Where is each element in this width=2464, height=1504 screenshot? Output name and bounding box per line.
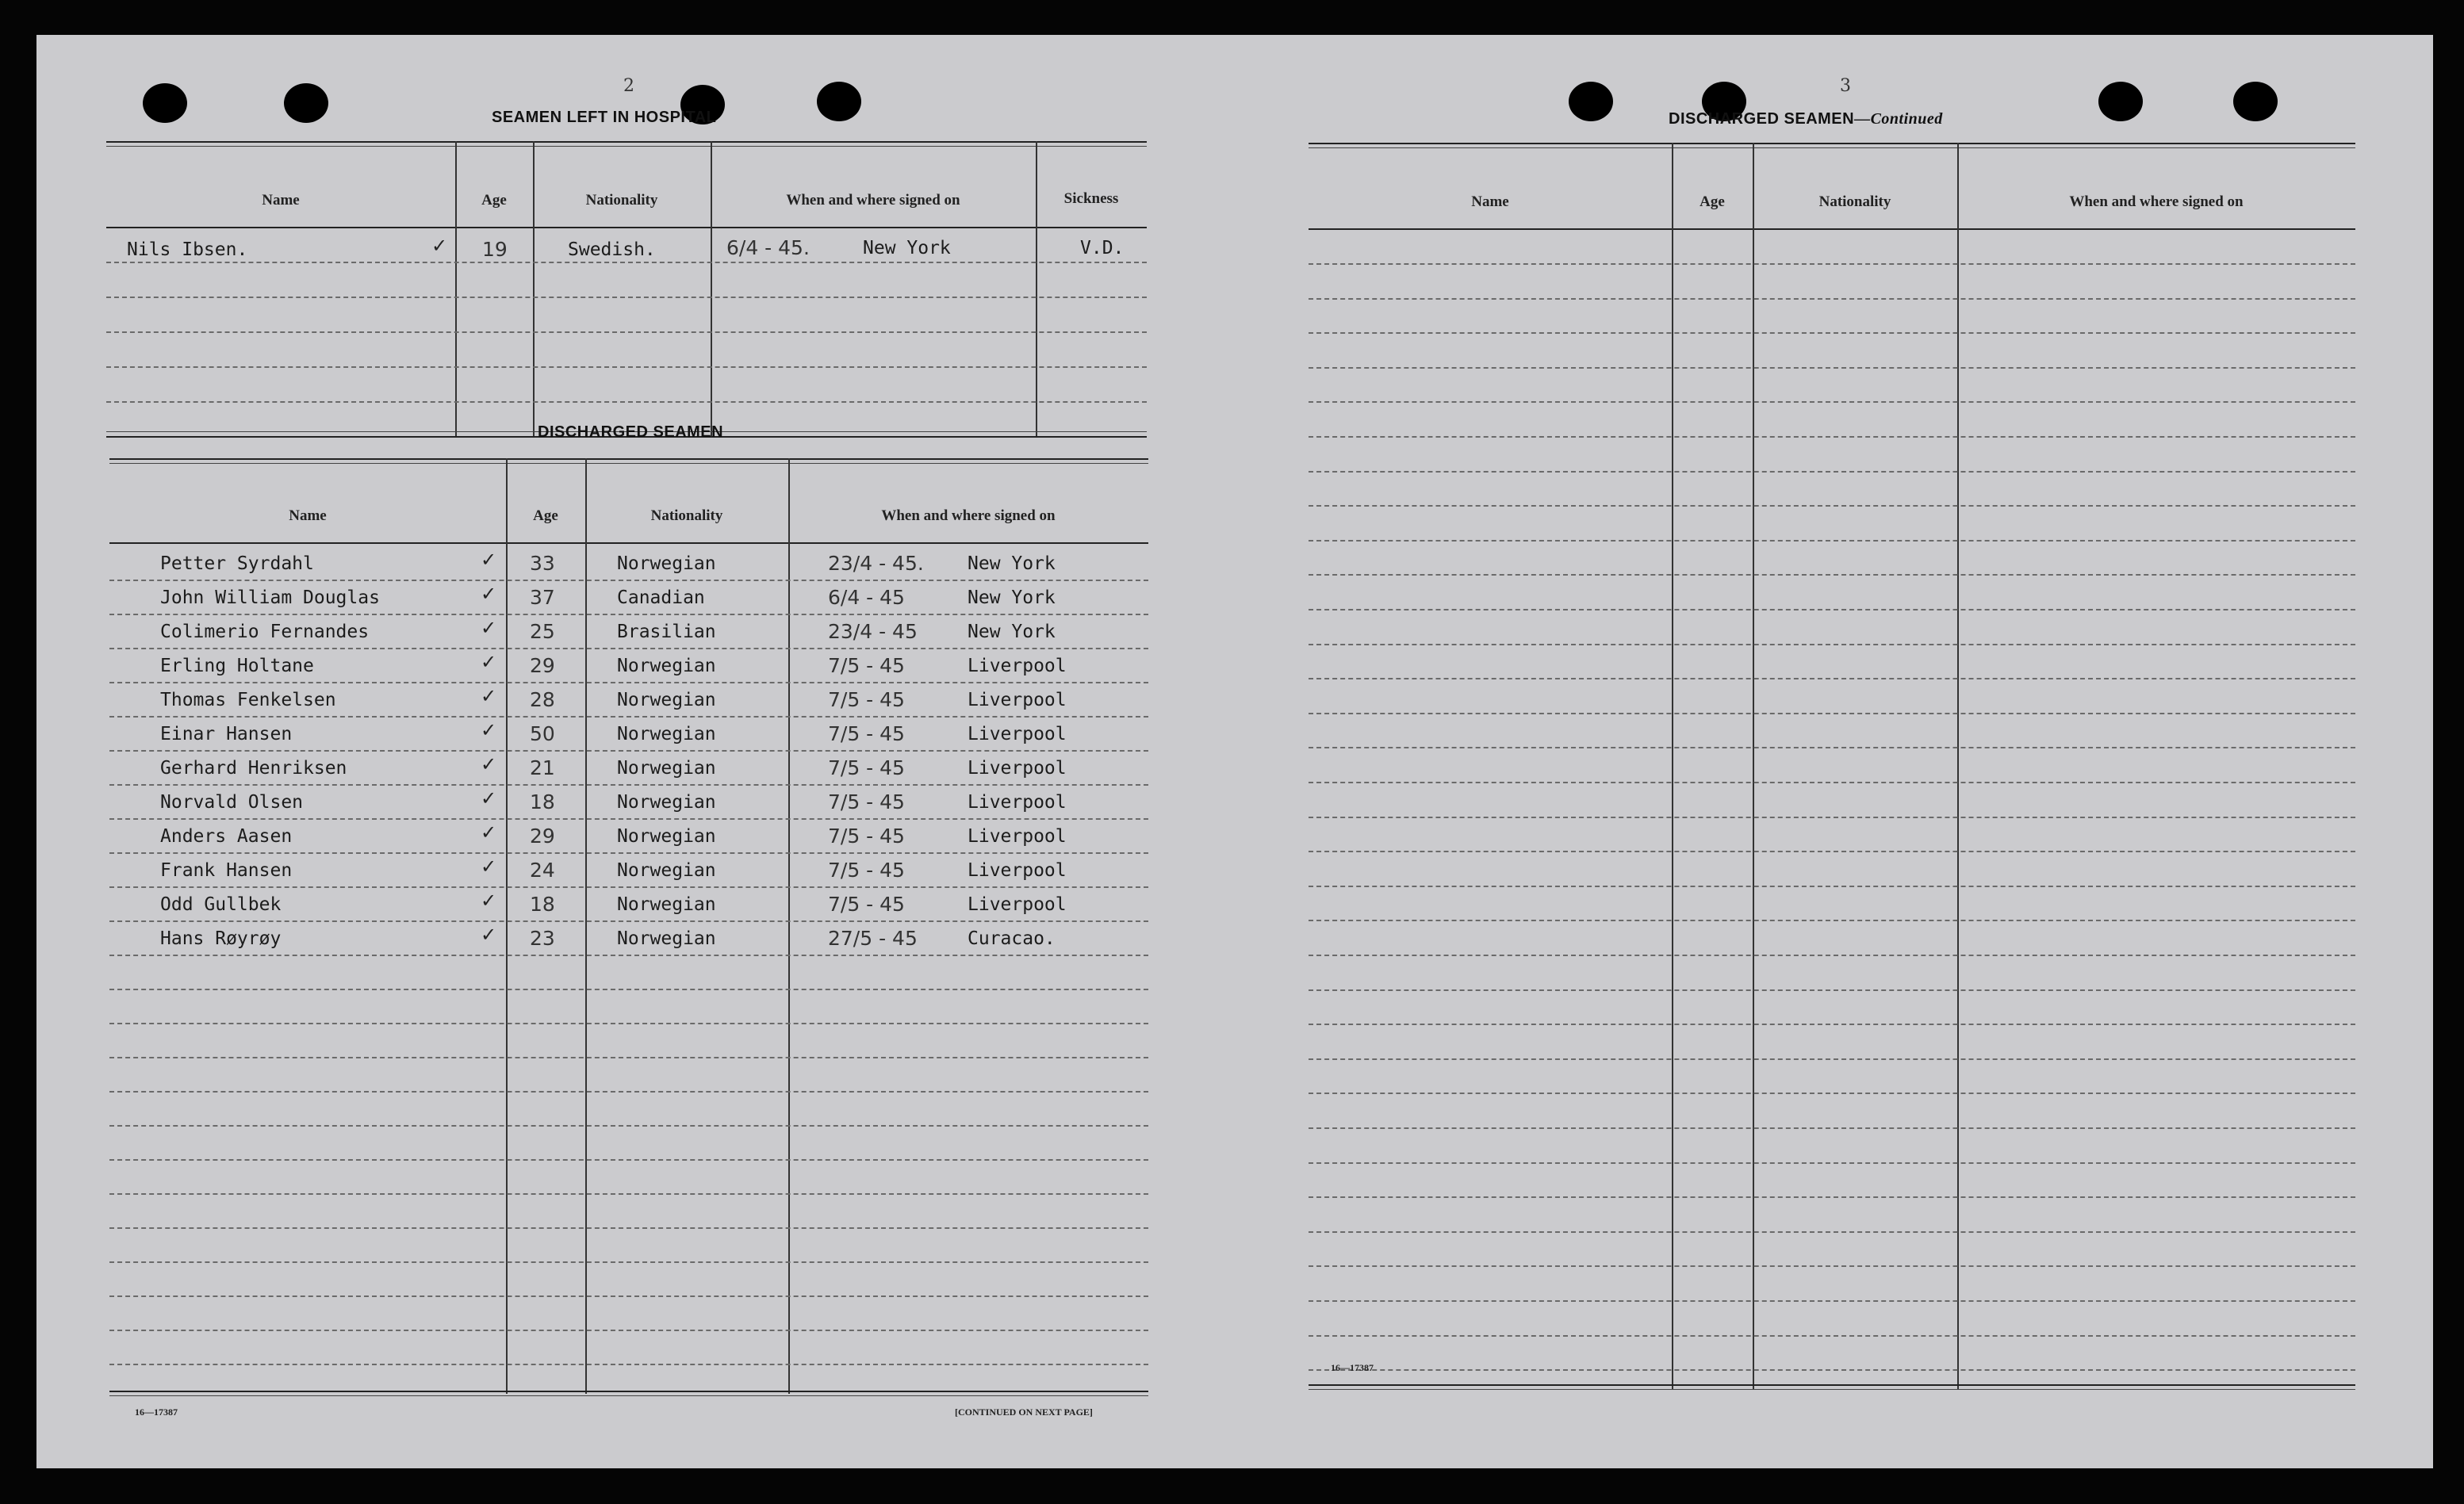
check-mark-icon: ✓ (431, 235, 448, 257)
discharged-table (109, 458, 1148, 1402)
column-header-name: Name (289, 507, 327, 524)
form-number: 16—17387 (135, 1406, 178, 1418)
seaman-age: 28 (530, 688, 555, 711)
signed-place: Liverpool (968, 656, 1067, 676)
seaman-nationality: Norwegian (617, 656, 716, 676)
signed-date: 23/4 - 45 (828, 620, 918, 643)
signed-date: 7/5 - 45 (828, 756, 905, 779)
sickness: V.D. (1080, 238, 1125, 258)
signed-date: 6/4 - 45 (828, 586, 905, 609)
signed-date: 27/5 - 45 (828, 927, 918, 950)
seaman-age: 23 (530, 927, 555, 950)
signed-place: New York (968, 553, 1056, 574)
check-mark-icon: ✓ (481, 651, 497, 673)
hospital-title: SEAMEN LEFT IN HOSPITAL (492, 109, 717, 126)
seaman-name: Erling Holtane (160, 656, 314, 676)
seaman-nationality: Norwegian (617, 758, 716, 779)
seaman-name: John William Douglas (160, 587, 380, 608)
check-mark-icon: ✓ (481, 753, 497, 775)
seaman-nationality: Canadian (617, 587, 705, 608)
signed-place: New York (968, 587, 1056, 608)
seaman-nationality: Norwegian (617, 894, 716, 915)
seaman-age: 37 (530, 586, 555, 609)
seaman-nationality: Norwegian (617, 792, 716, 813)
seaman-age: 33 (530, 552, 555, 575)
seaman-name: Gerhard Henriksen (160, 758, 347, 779)
continued-note: [CONTINUED ON NEXT PAGE] (955, 1406, 1093, 1418)
signed-place: Liverpool (968, 860, 1067, 881)
punch-hole (1569, 82, 1613, 121)
discharged-title: DISCHARGED SEAMEN (538, 423, 724, 441)
signed-date: 7/5 - 45 (828, 893, 905, 916)
column-header-nationality: Nationality (585, 192, 658, 209)
signed-place: Liverpool (968, 826, 1067, 847)
column-header-signed-on: When and where signed on (2069, 193, 2244, 210)
check-mark-icon: ✓ (481, 890, 497, 912)
signed-place: New York (968, 622, 1056, 642)
seaman-name: Nils Ibsen. (127, 239, 248, 260)
seaman-nationality: Norwegian (617, 690, 716, 710)
check-mark-icon: ✓ (481, 549, 497, 571)
signed-date: 7/5 - 45 (828, 722, 905, 745)
check-mark-icon: ✓ (481, 583, 497, 605)
check-mark-icon: ✓ (481, 617, 497, 639)
seaman-age: 18 (530, 790, 555, 813)
check-mark-icon: ✓ (481, 924, 497, 946)
signed-place: Liverpool (968, 758, 1067, 779)
signed-date: 7/5 - 45 (828, 790, 905, 813)
signed-place: Liverpool (968, 724, 1067, 744)
document-scan (36, 35, 2433, 1468)
seaman-nationality: Norwegian (617, 724, 716, 744)
seaman-name: Hans Røyrøy (160, 928, 282, 949)
signed-date: 7/5 - 45 (828, 859, 905, 882)
seaman-age: 25 (530, 620, 555, 643)
seaman-nationality: Norwegian (617, 553, 716, 574)
title-continued: —Continued (1854, 110, 1943, 128)
discharged-continued-title (1669, 110, 1943, 128)
column-header-sickness: Sickness (1063, 190, 1119, 207)
signed-date: 23/4 - 45. (828, 552, 924, 575)
seaman-age: 29 (530, 825, 555, 848)
check-mark-icon: ✓ (481, 787, 497, 809)
seaman-age: 18 (530, 893, 555, 916)
seaman-name: Thomas Fenkelsen (160, 690, 336, 710)
column-header-age: Age (1700, 193, 1725, 210)
signed-place: Liverpool (968, 894, 1067, 915)
column-header-signed-on: When and where signed on (786, 192, 960, 209)
punch-hole (817, 82, 861, 121)
signed-date: 7/5 - 45 (828, 688, 905, 711)
page-number: 2 (623, 76, 634, 96)
seaman-name: Norvald Olsen (160, 792, 304, 813)
signed-date: 7/5 - 45 (828, 825, 905, 848)
form-number: 16—17387 (1331, 1362, 1374, 1373)
punch-hole (2233, 82, 2278, 121)
seaman-name: Einar Hansen (160, 724, 293, 744)
punch-hole (284, 83, 328, 123)
discharged-continued-table (1309, 143, 2355, 1395)
column-header-signed-on: When and where signed on (881, 507, 1056, 524)
seaman-age: 29 (530, 654, 555, 677)
column-header-nationality: Nationality (650, 507, 723, 524)
hospital-table (106, 141, 1147, 439)
check-mark-icon: ✓ (481, 685, 497, 707)
check-mark-icon: ✓ (481, 821, 497, 844)
column-header-name: Name (1471, 193, 1509, 210)
page-number: 3 (1840, 76, 1851, 96)
check-mark-icon: ✓ (481, 855, 497, 878)
seaman-age: 50 (530, 722, 555, 745)
punch-hole (143, 83, 187, 123)
signed-date: 6/4 - 45. (726, 236, 810, 259)
signed-place: Liverpool (968, 690, 1067, 710)
seaman-nationality: Brasilian (617, 622, 716, 642)
signed-date: 7/5 - 45 (828, 654, 905, 677)
signed-place: Liverpool (968, 792, 1067, 813)
column-header-nationality: Nationality (1818, 193, 1891, 210)
seaman-nationality: Norwegian (617, 928, 716, 949)
punch-hole (2098, 82, 2143, 121)
seaman-name: Odd Gullbek (160, 894, 282, 915)
title-text: DISCHARGED SEAMEN (1669, 110, 1855, 128)
seaman-name: Petter Syrdahl (160, 553, 314, 574)
signed-place: New York (863, 238, 951, 258)
check-mark-icon: ✓ (481, 719, 497, 741)
seaman-name: Colimerio Fernandes (160, 622, 370, 642)
column-header-name: Name (262, 192, 300, 209)
column-header-age: Age (533, 507, 558, 524)
seaman-nationality: Norwegian (617, 860, 716, 881)
seaman-nationality: Swedish. (568, 239, 656, 260)
seaman-name: Anders Aasen (160, 826, 293, 847)
signed-place: Curacao. (968, 928, 1056, 949)
seaman-nationality: Norwegian (617, 826, 716, 847)
seaman-age: 24 (530, 859, 555, 882)
column-header-age: Age (481, 192, 507, 209)
seaman-age: 19 (482, 238, 508, 261)
seaman-age: 21 (530, 756, 555, 779)
seaman-name: Frank Hansen (160, 860, 293, 881)
